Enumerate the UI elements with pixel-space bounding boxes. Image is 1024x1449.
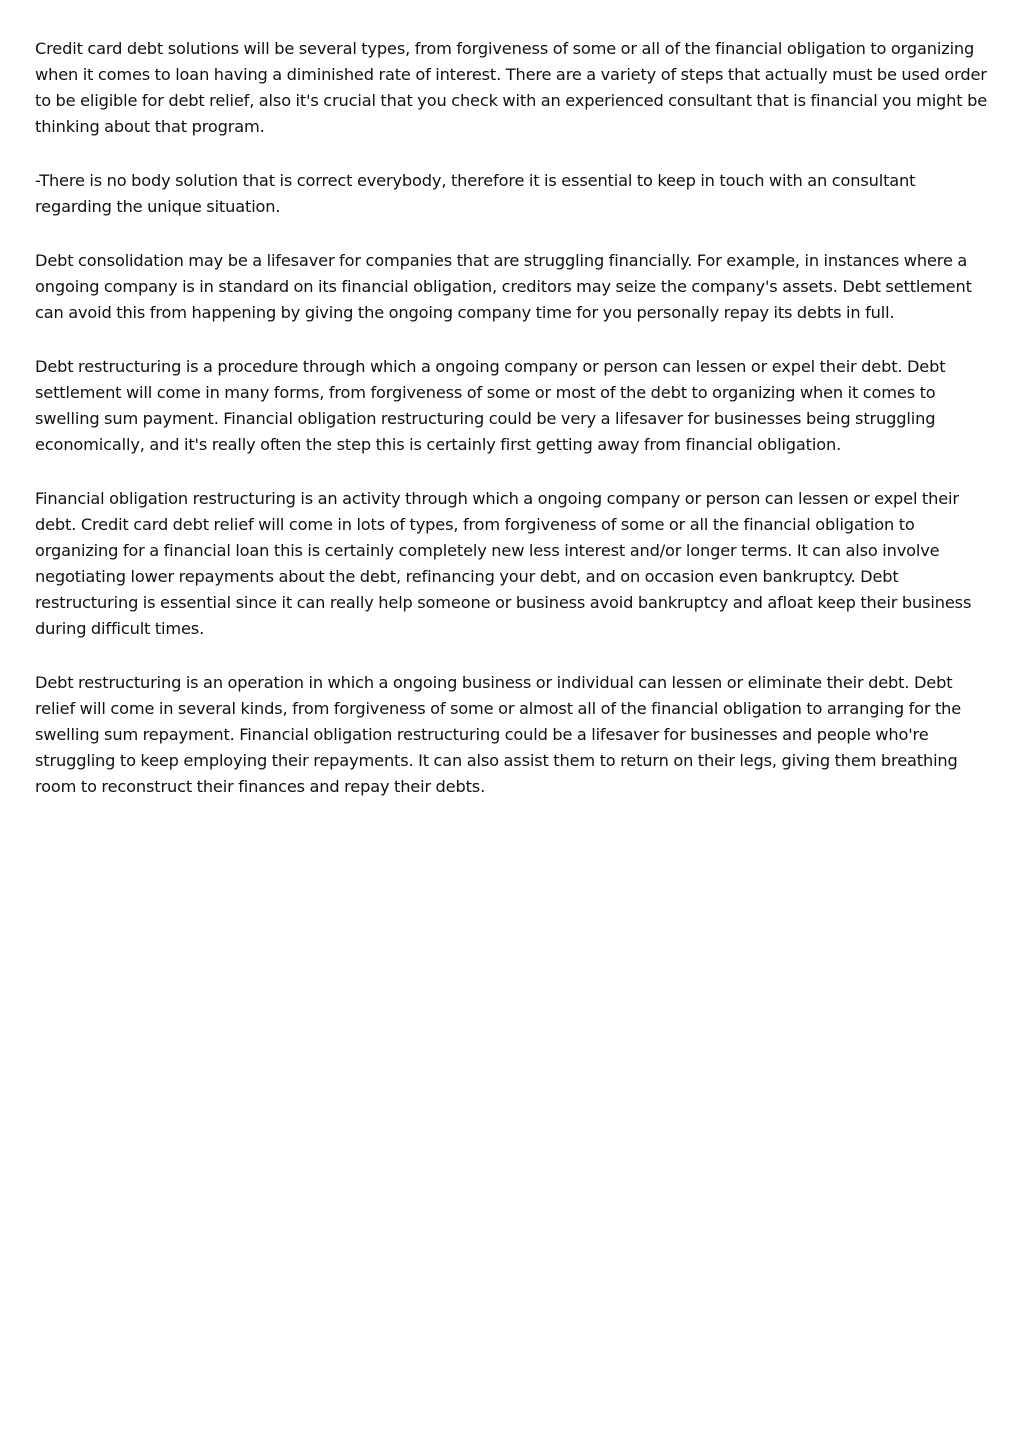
paragraph-4: Debt restructuring is a procedure through which a ongoing company or person can lessen or expel their debt. Debt settlement will come in many forms, from forgiveness of some or most of the debt to organizing when it comes to swelling sum payment. Financial obligation restructuring could be very a lifesaver for businesses being struggling economically, and it's really often the step this is certainly first getting away from financial obligation. [35, 357, 946, 454]
paragraph-6: Debt restructuring is an operation in which a ongoing business or individual can lessen or eliminate their debt. Debt relief will come in several kinds, from forgiveness of some or almost all of the financial obligation to arranging for the swelling sum repayment. Financial obligation restructuring could be a lifesaver for businesses and people who're struggling to keep employing their repayments. It can also assist them to return on their legs, giving them breathing room to reconstruct their finances and repay their debts. [35, 673, 962, 796]
paragraph-3: Debt consolidation may be a lifesaver for companies that are struggling financially. For example, in instances where a ongoing company is in standard on its financial obligation, creditors may seize the company's assets. Debt settlement can avoid this from happening by giving the ongoing company time for you personally repay its debts in full. [35, 251, 972, 322]
document-body [35, 36, 995, 828]
paragraph-5: Financial obligation restructuring is an activity through which a ongoing company or person can lessen or expel their debt. Credit card debt relief will come in lots of types, from forgiveness of some or all the financial obligation to organizing for a financial loan this is certainly completely new less interest and/or longer terms. It can also involve negotiating lower repayments about the debt, refinancing your debt, and on occasion even bankruptcy. Debt restructuring is essential since it can really help someone or business avoid bankruptcy and afloat keep their business during difficult times. [35, 489, 972, 638]
paragraph-2: -There is no body solution that is correct everybody, therefore it is essential to keep in touch with an consultant regarding the unique situation. [35, 171, 916, 216]
paragraph-1: Credit card debt solutions will be several types, from forgiveness of some or all of the financial obligation to organizing when it comes to loan having a diminished rate of interest. There are a variety of steps that actually must be used order to be eligible for debt relief, also it's crucial that you check with an experienced consultant that is financial you might be thinking about that program. [35, 39, 988, 136]
